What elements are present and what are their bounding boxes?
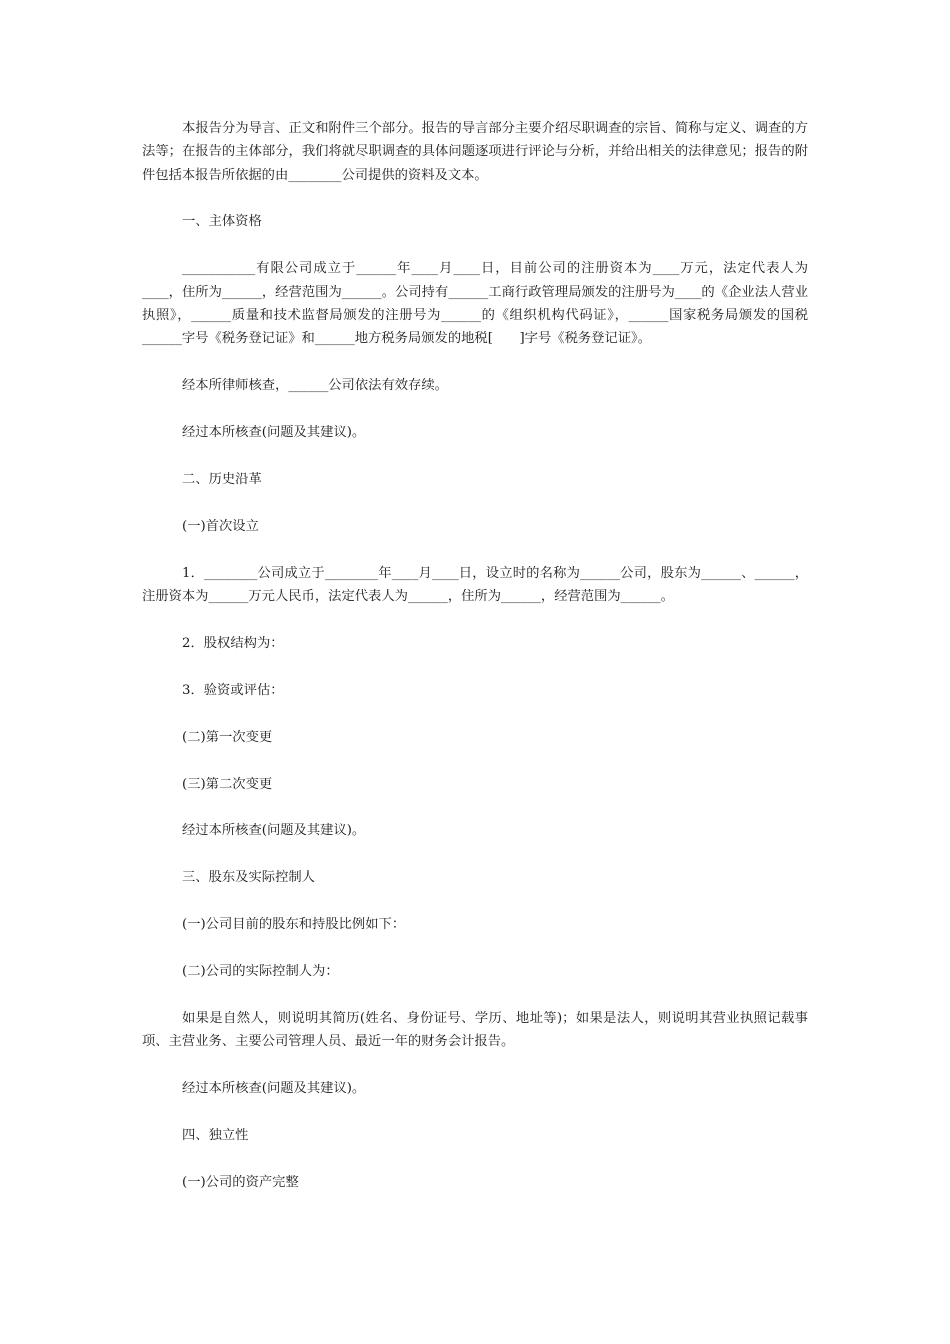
section-3-sub-2: (二)公司的实际控制人为： [182, 964, 339, 980]
section-2-sub-3: (三)第二次变更 [182, 776, 273, 792]
section-2-heading: 二、历史沿革 [182, 471, 262, 487]
section-4-sub-1: (一)公司的资产完整 [182, 1175, 299, 1190]
section-2-sub-2: (二)第一次变更 [182, 729, 273, 745]
section-1-existence: 经本所律师核查，______公司依法有效存续。 [182, 378, 448, 394]
section-3-check: 经过本所核查(问题及其建议)。 [182, 1081, 366, 1097]
section-3-sub-1: (一)公司目前的股东和持股比例如下： [182, 917, 406, 933]
document-page [142, 117, 808, 1194]
section-3-heading: 三、股东及实际控制人 [182, 870, 315, 886]
section-1-check: 经过本所核查(问题及其建议)。 [182, 425, 366, 441]
intro-paragraph: 本报告分为导言、正文和附件三个部分。报告的导言部分主要介绍尽职调查的宗旨、简称与定义、调查的方法等；在报告的主体部分，我们将就尽职调查的具体问题逐项进行评论与分析，并给出相关的法律意见；报告的附件包括本报告所依据的由________公司提供的资料及文本。 [142, 121, 808, 183]
section-1-heading: 一、主体资格 [182, 214, 262, 230]
section-2-item-1: 1．________公司成立于________年____月____日，设立时的名称为______公司，股东为______、______，注册资本为______万元人民币，法定代表人为______，住所为______，经营范围为______。 [142, 565, 808, 605]
section-2-check: 经过本所核查(问题及其建议)。 [182, 823, 366, 839]
section-1-company-info: ___________有限公司成立于______年____月____日，目前公司的注册资本为____万元，法定代表人为____，住所为______，经营范围为______。公司持有______工商行政管理局颁发的注册号为____的《企业法人营业执照》，______质量和技术监督局颁发的注册号为______的《组织机构代码证》，______国家税务局颁发的国税______字号《税务登记证》和______地方税务局颁发的地税[ ]字号《税务登记证》。 [142, 261, 808, 347]
section-2-sub-1: (一)首次设立 [182, 518, 259, 534]
section-4-heading: 四、独立性 [182, 1128, 249, 1144]
section-2-item-2: 2．股权结构为： [182, 635, 284, 651]
section-3-paragraph: 如果是自然人，则说明其简历(姓名、身份证号、学历、地址等)；如果是法人，则说明其营业执照记载事项、主营业务、主要公司管理人员、最近一年的财务会计报告。 [142, 1011, 808, 1050]
section-2-item-3: 3．验资或评估： [182, 682, 284, 698]
